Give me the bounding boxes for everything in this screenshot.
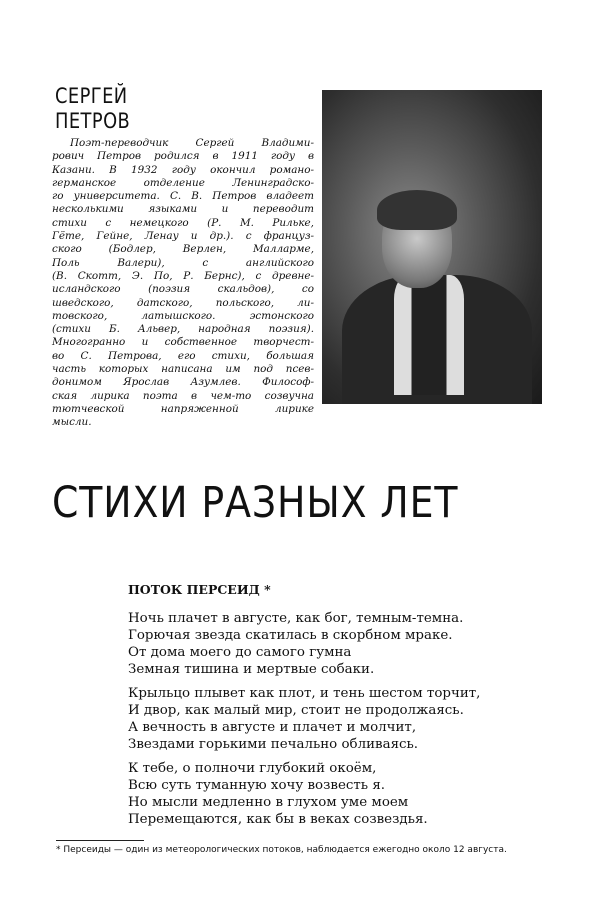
section-title: СТИХИ РАЗНЫХ ЛЕТ [52,478,459,528]
bio-line: стихи с немецкого (Р. М. Рильке, [52,216,314,229]
photo-figure-collar [394,275,464,395]
bio-line: шведского, датского, польского, ли- [52,296,314,309]
footnote: * Персеиды — один из метеорологических потоков, наблюдается ежегодно около 12 августа. [56,845,507,855]
footnote-divider [56,840,144,841]
poem-line: Крыльцо плывет как плот, и тень шестом торчит, [128,686,481,701]
bio-line: несколькими языками и переводит [52,203,314,216]
bio-line: (стихи Б. Альвер, народная поэзия). [52,323,314,336]
bio-line: тютчевской напряженной лирике [52,402,314,415]
poem-stanza [128,685,480,753]
poem-line: Горючая звезда скатилась в скорбном мраке. [128,628,453,643]
poem-line: Звездами горькими печально обливаясь. [128,737,419,752]
bio-line: ского (Бодлер, Верлен, Малларме, [52,243,314,256]
poem-stanza [128,760,480,828]
author-portrait-photo [322,90,542,404]
poem-line: Ночь плачет в августе, как бог, темным-темна. [128,611,464,626]
poem-line: К тебе, о полночи глубокий окоём, [128,761,377,776]
poem-body [128,610,480,835]
bio-line: Поэт-переводчик Сергей Владими- [70,137,314,149]
poem-line: От дома моего до самого гумна [128,645,352,660]
bio-line: Гёте, Гейне, Ленау и др.). с француз- [52,230,314,243]
photo-figure-hair [377,190,457,230]
bio-line: го университета. С. В. Петров владеет [52,190,314,203]
bio-line: мысли. [52,416,92,429]
author-first-name: СЕРГЕЙ [55,84,128,108]
poem-line: А вечность в августе и плачет и молчит, [128,720,417,735]
poem-title: ПОТОК ПЕРСЕИД * [128,582,271,597]
bio-line: (В. Скотт, Э. По, Р. Бернс), с древне- [52,269,314,282]
bio-line: товского, латышского. эстонского [52,309,314,322]
author-name [55,84,130,134]
poem-line: Земная тишина и мертвые собаки. [128,662,375,677]
poem-line: Всю суть туманную хочу возвесть я. [128,778,386,793]
bio-line: рович Петров родился в 1911 году в [52,150,314,163]
poem-line: И двор, как малый мир, стоит не продолжаясь. [128,703,464,718]
bio-line: часть которых написана им под псев- [52,363,314,376]
poem-stanza [128,610,480,678]
bio-line: ская лирика поэта в чем-то созвучна [52,389,314,402]
poem-line: Но мысли медленно в глухом уме моем [128,795,409,810]
bio-line: Казани. В 1932 году окончил романо- [52,163,314,176]
bio-line: Многогранно и собственное творчест- [52,336,314,349]
poem-line: Перемещаются, как бы в веках созвездья. [128,812,428,827]
author-biography [52,137,314,430]
author-last-name: ПЕТРОВ [55,109,131,133]
bio-line: германское отделение Ленинградско- [52,176,314,189]
bio-line: исландского (поэзия скальдов), со [52,283,314,296]
bio-line: Поль Валери), с английского [52,256,314,269]
bio-line: во С. Петрова, его стихи, большая [52,349,314,362]
bio-line: донимом Ярослав Азумлев. Философ- [52,376,314,389]
